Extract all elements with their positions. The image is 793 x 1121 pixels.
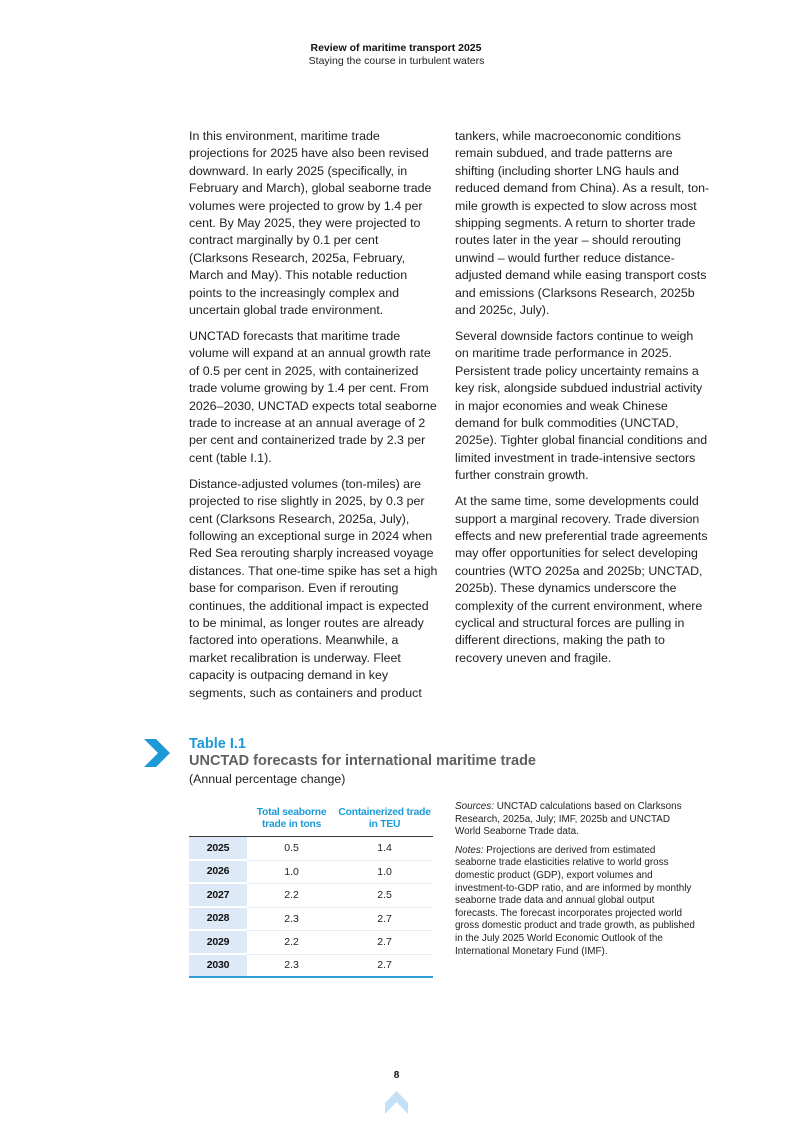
body-right-column (455, 128, 710, 676)
column-header-containerized: Containerized trade in TEU (336, 805, 433, 837)
containerized-cell: 2.7 (336, 955, 433, 979)
table-label: Table I.1 (189, 736, 246, 752)
containerized-cell: 2.5 (336, 884, 433, 908)
sources-note (455, 801, 695, 839)
containerized-cell: 2.7 (336, 908, 433, 932)
body-left-column (189, 128, 439, 711)
table-header-row (189, 805, 433, 837)
year-cell: 2029 (189, 931, 247, 955)
table-row (189, 861, 433, 885)
table-row (189, 884, 433, 908)
column-header-seaborne: Total seaborne trade in tons (247, 805, 336, 837)
year-cell: 2025 (189, 837, 247, 861)
seaborne-cell: 2.3 (247, 955, 336, 979)
sources-label: Sources: (455, 801, 494, 812)
notes-label: Notes: (455, 844, 484, 856)
seaborne-cell: 2.2 (247, 931, 336, 955)
chevron-right-icon (142, 738, 172, 768)
up-arrow-icon[interactable] (384, 1090, 409, 1115)
table-row (189, 837, 433, 861)
report-title: Review of maritime transport 2025 (310, 42, 482, 54)
paragraph: UNCTAD forecasts that maritime trade volume will expand at an annual growth rate of 0.5 per cent in 2025, with containerized trade volume growing by 1.4 per cent. From 2026–2030, UNCTAD expects total seaborne trade to increase at an annual average of 2 per cent and containerized trade by 2.3 per cent (table I.1). (189, 328, 437, 465)
year-cell: 2027 (189, 884, 247, 908)
forecast-table (189, 805, 433, 978)
sources-text: UNCTAD calculations based on Clarksons Research, 2025a, July; IMF, 2025b and UNCTAD World Seaborne Trade data. (455, 801, 682, 838)
notes-text: Projections are derived from estimated seaborne trade elasticities relative to world gross domestic product (GDP), export volumes and investment-to-GDP ratio, and are informed by monthly seaborne trade data and annual global output forecasts. The forecast incorporates projected world gross domestic product and trade growth, as published in the July 2025 World Economic Outlook of the International Monetary Fund (IMF). (455, 844, 695, 957)
seaborne-cell: 2.3 (247, 908, 336, 932)
paragraph: At the same time, some developments could support a marginal recovery. Trade diversion effects and new preferential trade agreements may offer opportunities for select developing countries (WTO 2025a and 2025b; UNCTAD, 2025b). These dynamics underscore the complexity of the current environment, where cyclical and structural forces are pulling in different directions, making the path to recovery uneven and fragile. (455, 494, 708, 665)
notes-note (455, 845, 695, 958)
year-cell: 2030 (189, 955, 247, 979)
seaborne-cell: 1.0 (247, 861, 336, 885)
table-row (189, 908, 433, 932)
table-row (189, 931, 433, 955)
seaborne-cell: 2.2 (247, 884, 336, 908)
paragraph: In this environment, maritime trade projections for 2025 have also been revised downward. In early 2025 (specifically, in February and March), global seaborne trade volumes were projected to grow by 1.4 per cent. By May 2025, they were projected to contract marginally by 0.1 per cent (Clarksons Research, 2025a, February, March and May). This notable reduction points to the increasingly complex and uncertain global trade environment. (189, 129, 432, 318)
running-header (0, 42, 793, 68)
table-subtitle: (Annual percentage change) (189, 772, 346, 786)
paragraph: tankers, while macroeconomic conditions remain subdued, and trade patterns are shifting (including shorter LNG hauls and reduced demand from China). As a result, ton-mile growth is expected to slow across most shipping segments. A return to shorter trade routes later in the year – should rerouting unwind – would further reduce distance-adjusted demand while easing transport costs and emissions (Clarksons Research, 2025b and 2025c, July). (455, 129, 710, 318)
year-cell: 2026 (189, 861, 247, 885)
table-notes (455, 801, 695, 964)
report-subtitle: Staying the course in turbulent waters (308, 55, 485, 67)
paragraph: Several downside factors continue to weigh on maritime trade performance in 2025. Persistent trade policy uncertainty remains a key risk, alongside subdued industrial activity in major economies and weak Chinese demand for bulk commodities (UNCTAD, 2025e). Tighter global financial conditions and limited investment in trade-intensive sectors further constrain growth. (455, 328, 708, 483)
column-header-year (189, 805, 247, 837)
containerized-cell: 1.4 (336, 837, 433, 861)
seaborne-cell: 0.5 (247, 837, 336, 861)
table-row (189, 955, 433, 979)
page-number: 8 (393, 1070, 400, 1081)
containerized-cell: 1.0 (336, 861, 433, 885)
paragraph: Distance-adjusted volumes (ton-miles) are projected to rise slightly in 2025, by 0.3 per cent (Clarksons Research, 2025a, July), following an exceptional surge in 2024 when Red Sea rerouting sharply increased voyage distances. That one-time spike has set a high base for comparison. Even if rerouting continues, the additional impact is expected to be minimal, as longer routes are already factored into operations. Meanwhile, a market recalibration is underway. Fleet capacity is outpacing demand in key segments, such as containers and product (189, 476, 438, 700)
year-cell: 2028 (189, 908, 247, 932)
containerized-cell: 2.7 (336, 931, 433, 955)
table-title: UNCTAD forecasts for international maritime trade (189, 753, 536, 769)
